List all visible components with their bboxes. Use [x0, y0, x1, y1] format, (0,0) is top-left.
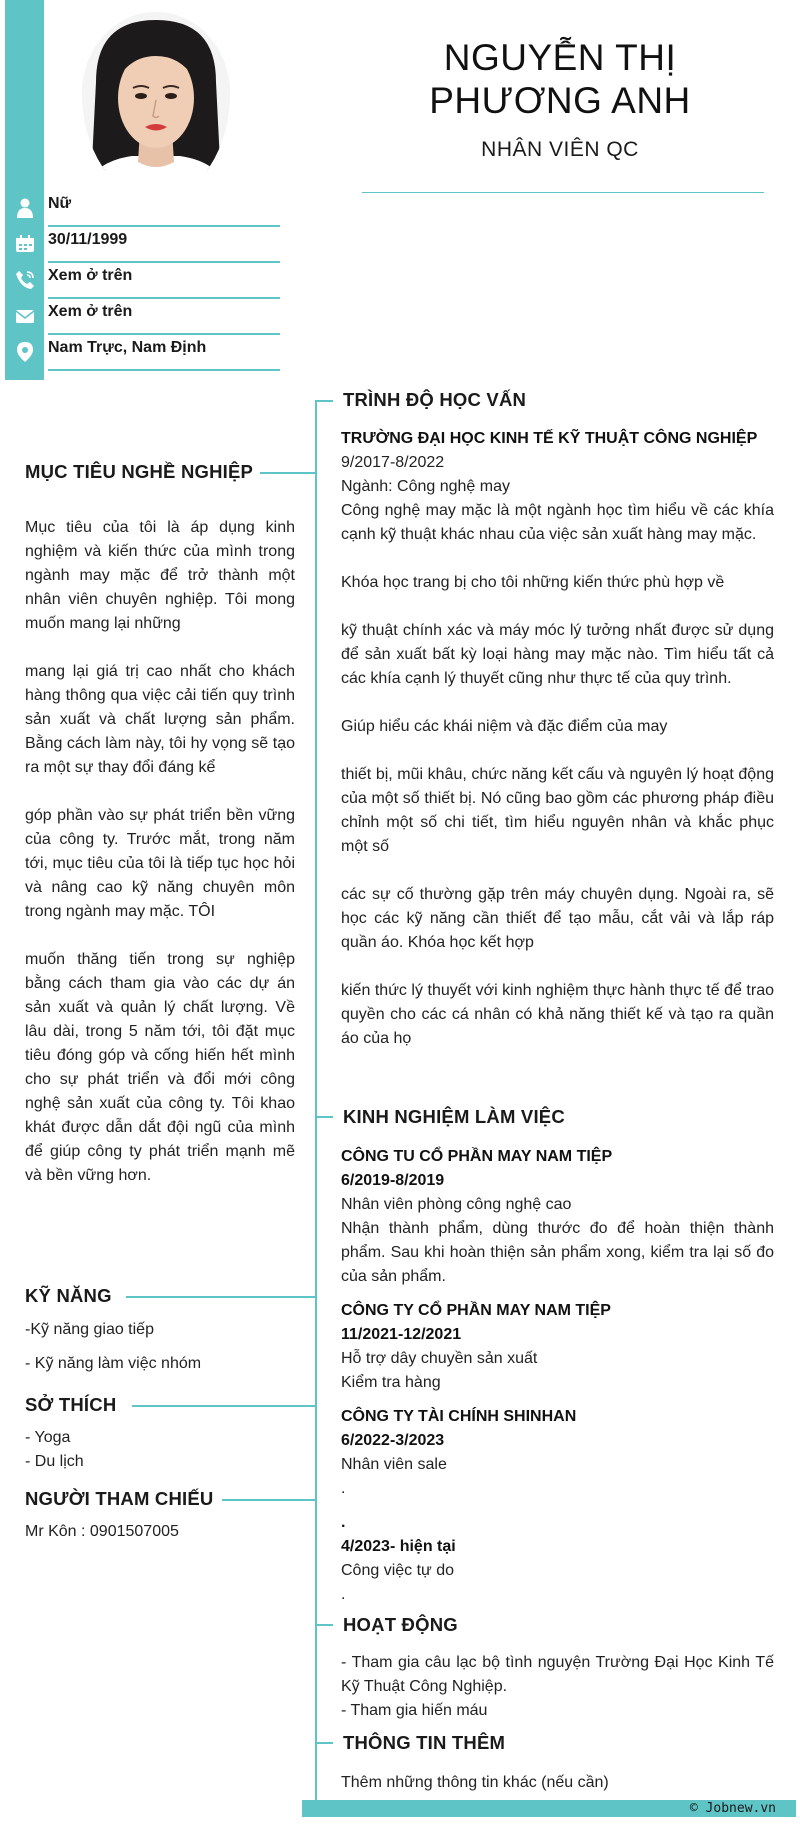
hobby-item: - Yoga	[25, 1429, 71, 1446]
contact-address	[5, 335, 280, 371]
timeline-tick	[132, 1405, 316, 1407]
gender-value: Nữ	[48, 195, 72, 212]
person-icon	[13, 196, 37, 220]
job-period: 4/2023- hiện tại	[341, 1538, 456, 1555]
job-detail: Nhận thành phẩm, dùng thước đo để hoàn thiện thành phẩm. Sau khi hoàn thiện sản phẩm xong, kiểm tra lại số đo của sản phẩm.	[341, 1220, 774, 1285]
timeline-line	[315, 402, 317, 1802]
education-paragraph: Giúp hiểu các khái niệm và đặc điểm của may	[341, 718, 668, 735]
education-paragraph: Khóa học trang bị cho tôi những kiến thức phù hợp về	[341, 574, 725, 591]
objective-title: MỤC TIÊU NGHỀ NGHIỆP	[25, 461, 254, 482]
job-detail: Kiểm tra hàng	[341, 1374, 441, 1391]
contact-phone	[5, 263, 280, 299]
address-value: Nam Trực, Nam Định	[48, 339, 207, 356]
job-period: 11/2021-12/2021	[341, 1326, 462, 1343]
timeline-tick	[260, 472, 316, 474]
education-paragraph: các sự cố thường gặp trên máy chuyên dụng. Ngoài ra, sẽ học các kỹ năng cần thiết để tạo mẫu, cắt vải và lắp ráp quần áo. Khóa học kết hợp	[341, 886, 774, 951]
phone-icon	[13, 268, 37, 292]
activity-item: - Tham gia câu lạc bộ tình nguyện Trường Đại Học Kinh Tế Kỹ Thuật Công Nghiệp.	[341, 1654, 774, 1695]
skill-item: - Kỹ năng làm việc nhóm	[25, 1355, 202, 1372]
hobbies-section	[25, 1426, 295, 1474]
footer-credit[interactable]: © Jobnew.vn	[689, 1801, 776, 1816]
timeline-tick	[315, 1742, 333, 1744]
timeline-tick	[126, 1296, 316, 1298]
contact-email	[5, 299, 280, 335]
job-detail: Hỗ trợ dây chuyền sản xuất	[341, 1350, 538, 1367]
contact-gender	[5, 191, 280, 227]
experience-section	[341, 1145, 774, 1607]
timeline-tick	[315, 400, 333, 402]
references-section	[25, 1520, 295, 1544]
skill-item: -Kỹ năng giao tiếp	[25, 1321, 154, 1338]
references-title: NGƯỜI THAM CHIẾU	[25, 1488, 214, 1509]
title-divider	[362, 192, 764, 193]
reference-item: Mr Kôn : 0901507005	[25, 1523, 179, 1540]
job-company: CÔNG TY TÀI CHÍNH SHINHAN	[341, 1408, 577, 1425]
education-paragraph: Công nghệ may mặc là một ngành học tìm hiểu về các khía cạnh kỹ thuật khác nhau của việc sản xuất hàng may mặc.	[341, 502, 774, 543]
hobby-item: - Du lịch	[25, 1453, 84, 1470]
job-detail: .	[341, 1586, 346, 1603]
job-detail: Nhân viên phòng công nghệ cao	[341, 1196, 572, 1213]
job-company: CÔNG TY CỔ PHẦN MAY NAM TIỆP	[341, 1302, 611, 1319]
education-paragraph: kiến thức lý thuyết với kinh nghiệm thực hành thực tế để trao quyền cho các cá nhân có khả năng thiết kế và tạo ra quần áo của họ	[341, 982, 774, 1047]
education-major: Ngành: Công nghệ may	[341, 478, 510, 495]
mail-icon	[13, 304, 37, 328]
job-detail: Công việc tự do	[341, 1562, 454, 1579]
objective-paragraph: góp phần vào sự phát triển bền vững của công ty. Trước mắt, trong năm tới, mục tiêu của tôi là tiếp tục học hỏi và nâng cao kỹ năng chuyên môn trong ngành may mặc. TÔI	[25, 807, 295, 920]
job-period: 6/2022-3/2023	[341, 1432, 445, 1449]
job-company: .	[341, 1514, 346, 1531]
objective-paragraph: Mục tiêu của tôi là áp dụng kinh nghiệm và kiến thức của mình trong ngành may mặc để trở thành một nhân viên chuyên nghiệp. Tôi mong muốn mang lại những	[25, 519, 295, 632]
email-value: Xem ở trên	[48, 303, 133, 320]
timeline-tick	[222, 1499, 316, 1501]
hobbies-title: SỞ THÍCH	[25, 1394, 117, 1415]
objective-section	[25, 516, 295, 1188]
candidate-name: NGUYỄN THỊ PHƯƠNG ANH	[429, 37, 691, 121]
contact-birthday	[5, 227, 280, 263]
calendar-icon	[13, 232, 37, 256]
timeline-tick	[315, 1116, 333, 1118]
job-detail: Nhân viên sale	[341, 1456, 447, 1473]
activities-section	[341, 1651, 774, 1723]
location-pin-icon	[13, 340, 37, 364]
job-detail: .	[341, 1480, 346, 1497]
objective-paragraph: mang lại giá trị cao nhất cho khách hàng thông qua việc cải tiến quy trình sản xuất và chất lượng sản phẩm. Bằng cách làm này, tôi hy vọng sẽ tạo ra một sự thay đổi đáng kể	[25, 663, 295, 776]
timeline-tick	[315, 1624, 333, 1626]
additional-text: Thêm những thông tin khác (nếu cần)	[341, 1774, 609, 1791]
education-title: TRÌNH ĐỘ HỌC VẤN	[343, 389, 527, 410]
activity-item: - Tham gia hiến máu	[341, 1702, 488, 1719]
activities-title: HOẠT ĐỘNG	[343, 1614, 458, 1635]
skills-title: KỸ NĂNG	[25, 1285, 112, 1306]
profile-photo	[82, 12, 230, 196]
experience-title: KINH NGHIỆM LÀM VIỆC	[343, 1106, 565, 1127]
objective-paragraph: muốn thăng tiến trong sự nghiệp bằng cách tham gia vào các dự án sản xuất và quản lý chất lượng. Về lâu dài, trong 5 năm tới, tôi đặt mục tiêu đóng góp và cống hiến hết mình cho sự phát triển và đổi mới công nghệ sản xuất của công ty. Tôi khao khát được dẫn dắt đội ngũ của mình để giúp công ty phát triển mạnh mẽ và bền vững hơn.	[25, 951, 295, 1184]
additional-title: THÔNG TIN THÊM	[343, 1732, 506, 1753]
footer-bar	[302, 1800, 796, 1817]
education-paragraph: kỹ thuật chính xác và máy móc lý tưởng nhất được sử dụng để sản xuất bất kỳ loại hàng may mặc nào. Tìm hiểu tất cả các khía cạnh lý thuyết cũng như thực tế của quy trình.	[341, 622, 774, 687]
school-name: TRƯỜNG ĐẠI HỌC KINH TẾ KỸ THUẬT CÔNG NGHIỆP	[341, 430, 758, 447]
job-company: CÔNG TU CỔ PHẦN MAY NAM TIỆP	[341, 1148, 613, 1165]
phone-value: Xem ở trên	[48, 267, 133, 284]
education-section	[341, 427, 774, 1051]
job-period: 6/2019-8/2019	[341, 1172, 445, 1189]
skills-section	[25, 1318, 295, 1376]
birthday-value: 30/11/1999	[48, 231, 128, 248]
job-position: NHÂN VIÊN QC	[481, 138, 639, 161]
education-period: 9/2017-8/2022	[341, 454, 445, 471]
additional-section	[341, 1771, 774, 1795]
education-paragraph: thiết bị, mũi khâu, chức năng kết cấu và nguyên lý hoạt động của một số thiết bị. Nó cũng bao gồm các phương pháp điều chỉnh một số chi tiết, tìm hiểu nguyên nhân và khắc phục một số	[341, 766, 774, 855]
contact-divider	[48, 369, 280, 371]
